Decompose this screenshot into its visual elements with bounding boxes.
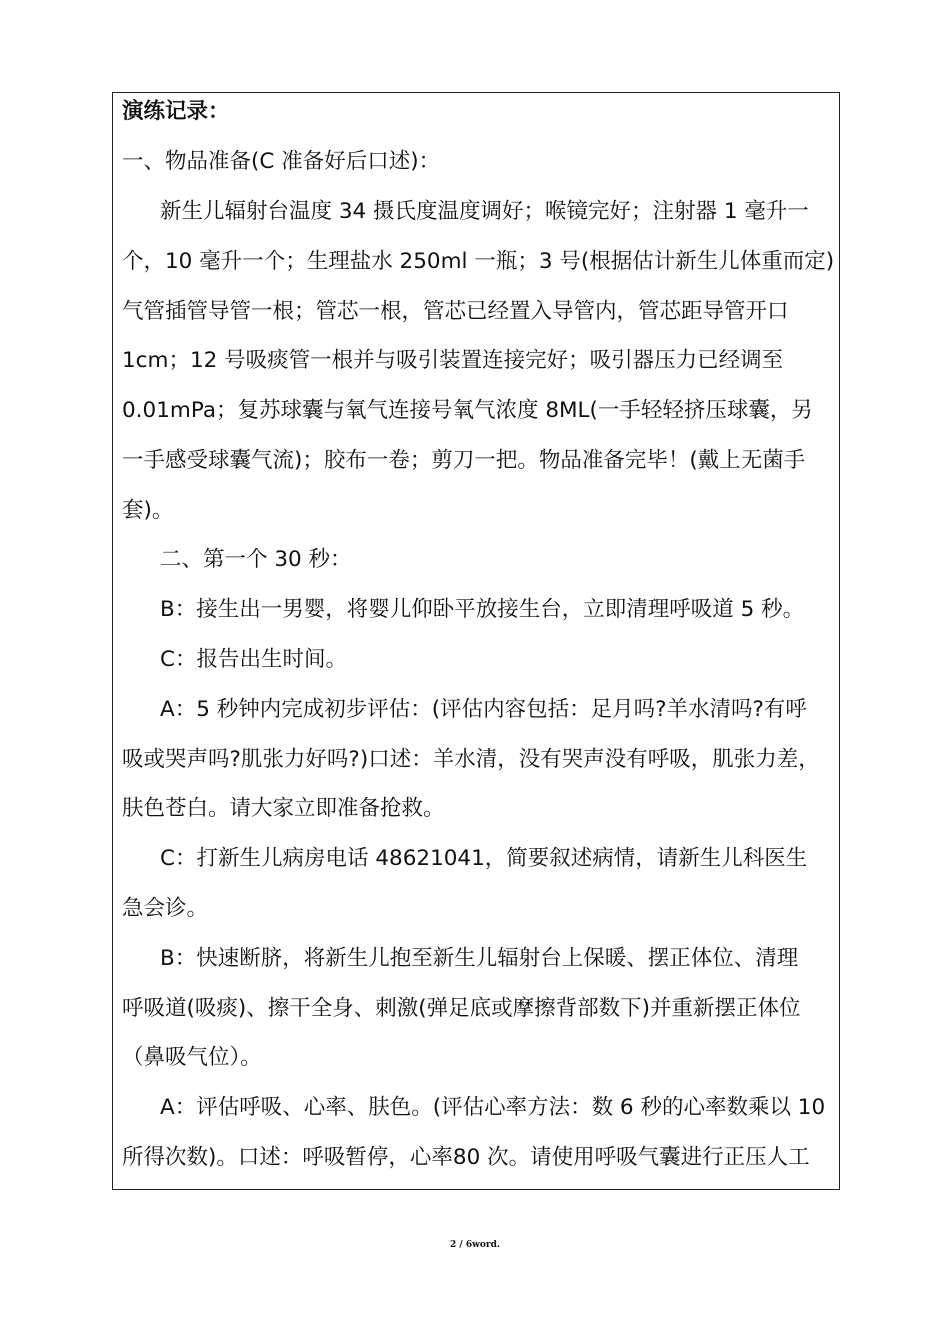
text-line: 气管插管导管一根；管芯一根，管芯已经置入导管内，管芯距导管开口: [122, 299, 789, 324]
text-line: 吸或哭声吗?肌张力好吗?)口述：羊水清，没有哭声没有呼吸，肌张力差，: [122, 747, 820, 772]
record-title: 演练记录：: [122, 99, 230, 124]
section-heading-first-30s: 二、第一个 30 秒：: [160, 547, 352, 572]
text-line: C：打新生儿病房电话 48621041，简要叙述病情，请新生儿科医生: [160, 846, 808, 871]
text-line: 所得次数)。口述：呼吸暂停，心率80 次。请使用呼吸气囊进行正压人工: [122, 1145, 810, 1170]
text-line: 套)。: [122, 498, 174, 523]
text-line: 0.01mPa；复苏球囊与氧气连接号氧气浓度 8ML(一手轻轻挤压球囊，另: [122, 398, 813, 423]
section-heading-items: 一、物品准备(C 准备好后口述)：: [122, 149, 441, 174]
text-line: 新生儿辐射台温度 34 摄氏度温度调好；喉镜完好；注射器 1 毫升一: [160, 199, 809, 224]
text-line: 肤色苍白。请大家立即准备抢救。: [122, 796, 445, 821]
text-line: A：5 秒钟内完成初步评估：(评估内容包括：足月吗?羊水清吗?有呼: [160, 697, 807, 722]
text-line: 呼吸道(吸痰)、擦干全身、刺激(弹足底或摩擦背部数下)并重新摆正体位: [122, 996, 801, 1021]
text-line: （鼻吸气位）。: [122, 1045, 262, 1070]
text-line: B：接生出一男婴，将婴儿仰卧平放接生台，立即清理呼吸道 5 秒。: [160, 597, 805, 622]
text-line: B：快速断脐，将新生儿抱至新生儿辐射台上保暖、摆正体位、清理: [160, 946, 799, 971]
text-line: A：评估呼吸、心率、肤色。(评估心率方法：数 6 秒的心率数乘以 10: [160, 1095, 826, 1120]
text-line: C：报告出生时间。: [160, 647, 348, 672]
text-line: 个，10 毫升一个；生理盐水 250ml 一瓶；3 号(根据估计新生儿体重而定): [122, 249, 835, 274]
text-line: 一手感受球囊气流)；胶布一卷；剪刀一把。物品准备完毕！(戴上无菌手: [122, 448, 806, 473]
page-number: 2 / 6word.: [450, 1240, 500, 1250]
text-line: 1cm；12 号吸痰管一根并与吸引装置连接完好；吸引器压力已经调至: [122, 348, 784, 373]
text-line: 急会诊。: [122, 896, 209, 921]
